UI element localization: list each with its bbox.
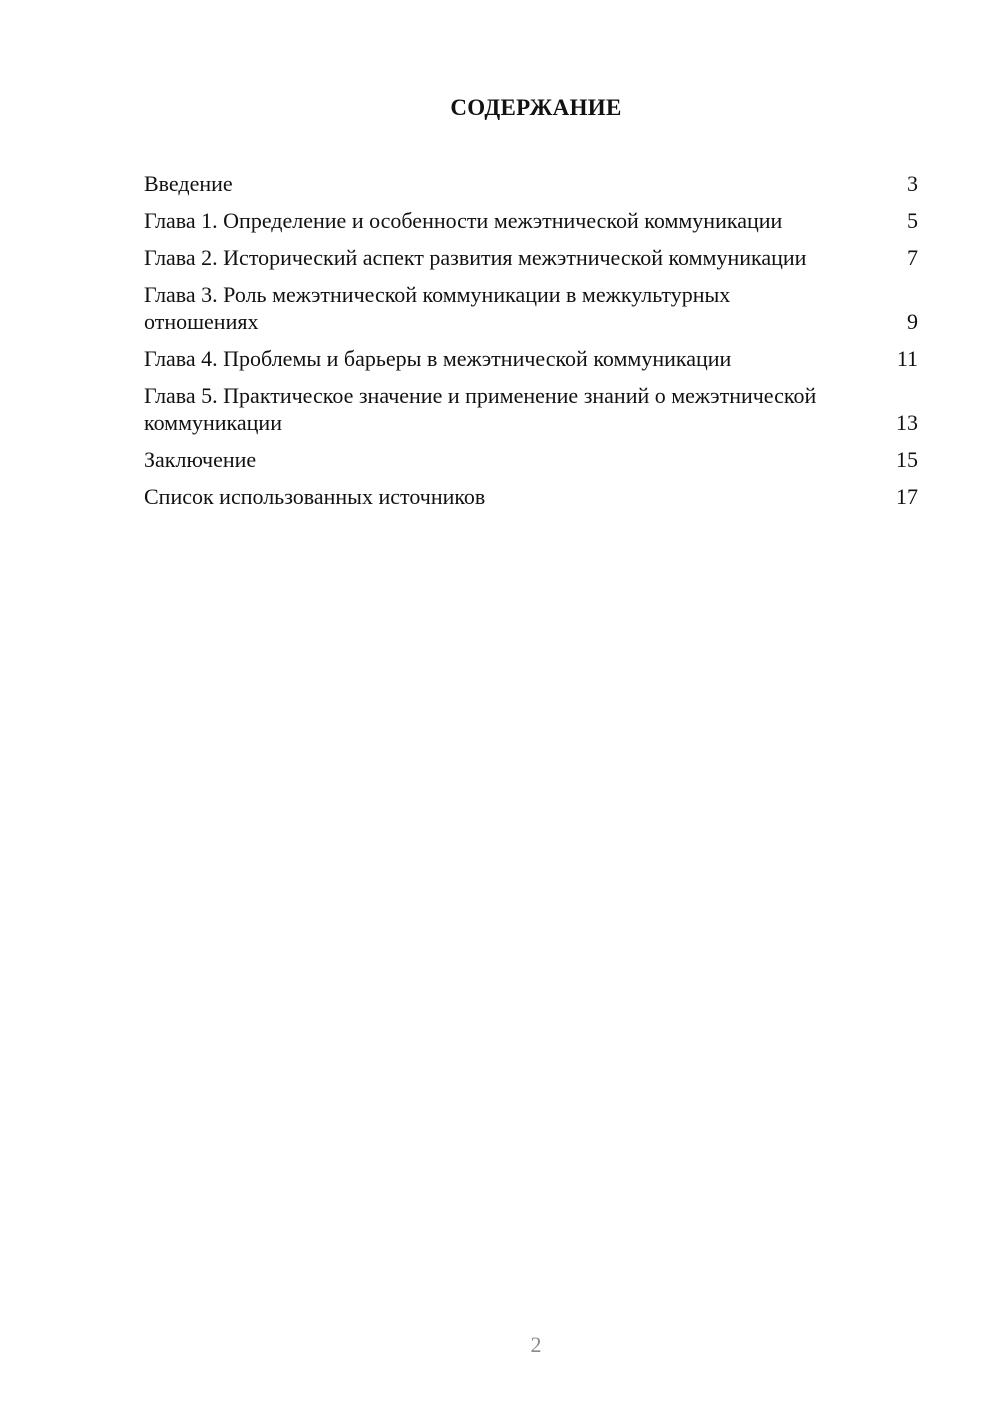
toc-entry-references[interactable] [144,483,918,510]
toc-entry-chapter-3[interactable] [144,281,918,335]
table-of-contents [144,170,918,520]
toc-entry-label: Заключение [144,447,257,472]
page-number: 2 [530,1332,542,1357]
toc-entry-chapter-4[interactable] [144,345,918,372]
toc-entry-label: Введение [144,171,233,196]
toc-entry-page: 9 [907,309,918,334]
toc-entry-label: Список использованных источников [144,484,486,509]
toc-entry-label: Глава 1. Определение и особенности межэтнической коммуникации [144,208,783,233]
toc-entry-conclusion[interactable] [144,446,918,473]
toc-entry-page: 17 [896,484,918,509]
toc-entry-page: 13 [896,410,918,435]
toc-entry-chapter-5[interactable] [144,382,918,436]
toc-entry-label: Глава 3. Роль межэтнической коммуникации в межкультурных отношениях [144,282,731,334]
toc-entry-page: 3 [907,171,918,196]
toc-entry-chapter-2[interactable] [144,244,918,271]
toc-entry-label: Глава 4. Проблемы и барьеры в межэтнической коммуникации [144,346,732,371]
toc-entry-label: Глава 2. Исторический аспект развития межэтнической коммуникации [144,245,807,270]
toc-entry-introduction[interactable] [144,170,918,197]
toc-entry-label: Глава 5. Практическое значение и применение знаний о межэтнической коммуникации [144,383,817,435]
page-title: СОДЕРЖАНИЕ [450,95,622,120]
toc-entry-page: 7 [907,245,918,270]
toc-entry-page: 15 [896,447,918,472]
toc-entry-chapter-1[interactable] [144,207,918,234]
toc-entry-page: 11 [896,346,918,371]
toc-entry-page: 5 [907,208,918,233]
